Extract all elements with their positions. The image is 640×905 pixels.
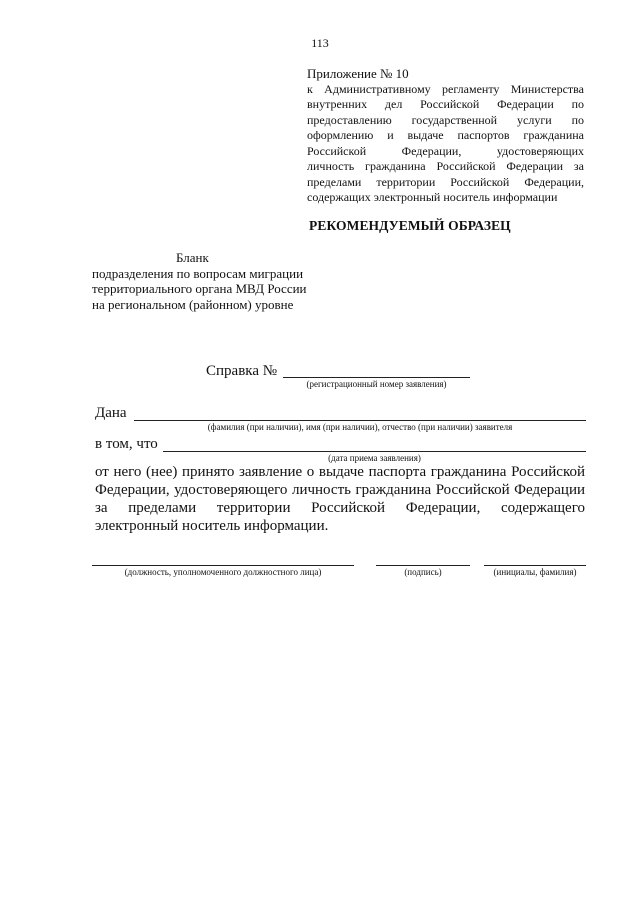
application-date-caption: (дата приема заявления) (328, 453, 421, 463)
reg-number-field[interactable] (283, 362, 470, 378)
appendix-block (307, 66, 584, 206)
initials-caption: (инициалы, фамилия) (493, 567, 577, 577)
application-date-field[interactable] (163, 437, 586, 452)
appendix-line: Российской Федерации, удостоверяющих (307, 143, 584, 158)
issued-to-label: Дана (95, 405, 127, 421)
applicant-name-field[interactable] (134, 405, 586, 421)
initials-field[interactable] (484, 551, 586, 566)
appendix-line: к Административному регламенту Министерства (307, 81, 584, 96)
blank-line: подразделения по вопросам миграции (92, 265, 304, 281)
appendix-line: личность гражданина Российской Федерации за (307, 159, 584, 173)
date-field-label: в том, что (95, 436, 158, 452)
blank-block (92, 250, 392, 312)
page-number: 113 (311, 36, 329, 50)
certificate-label: Справка № (206, 363, 278, 379)
signature-caption: (подпись) (404, 567, 442, 577)
appendix-line: пределами территории Российской Федерации, (307, 174, 584, 189)
blank-line: на региональном (районном) уровне (92, 296, 294, 312)
appendix-line: предоставлению государственной услуги по (307, 112, 584, 127)
blank-word: Бланк (176, 250, 209, 265)
sample-heading: РЕКОМЕНДУЕМЫЙ ОБРАЗЕЦ (309, 218, 511, 233)
appendix-line: содержащих электронный носитель информации (307, 190, 558, 204)
appendix-line: оформлению и выдаче паспортов гражданина (307, 128, 584, 142)
official-position-field[interactable] (92, 551, 354, 566)
signature-field[interactable] (376, 551, 470, 566)
body-paragraph: от него (нее) принято заявление о выдаче паспорта гражданина Российской Федерации, удостоверяющего личность гражданина Российской Федерации за пределами территории Российской Федерации, содержащего электронный носитель информации. (95, 464, 585, 534)
appendix-line: внутренних дел Российской Федерации по (307, 97, 584, 111)
official-position-caption: (должность, уполномоченного должностного лица) (124, 567, 322, 577)
blank-line: территориального органа МВД России (92, 281, 307, 296)
reg-number-caption: (регистрационный номер заявления) (306, 379, 447, 389)
appendix-title: Приложение № 10 (307, 66, 409, 81)
applicant-name-caption: (фамилия (при наличии), имя (при наличии), отчество (при наличии) заявителя (207, 422, 513, 432)
